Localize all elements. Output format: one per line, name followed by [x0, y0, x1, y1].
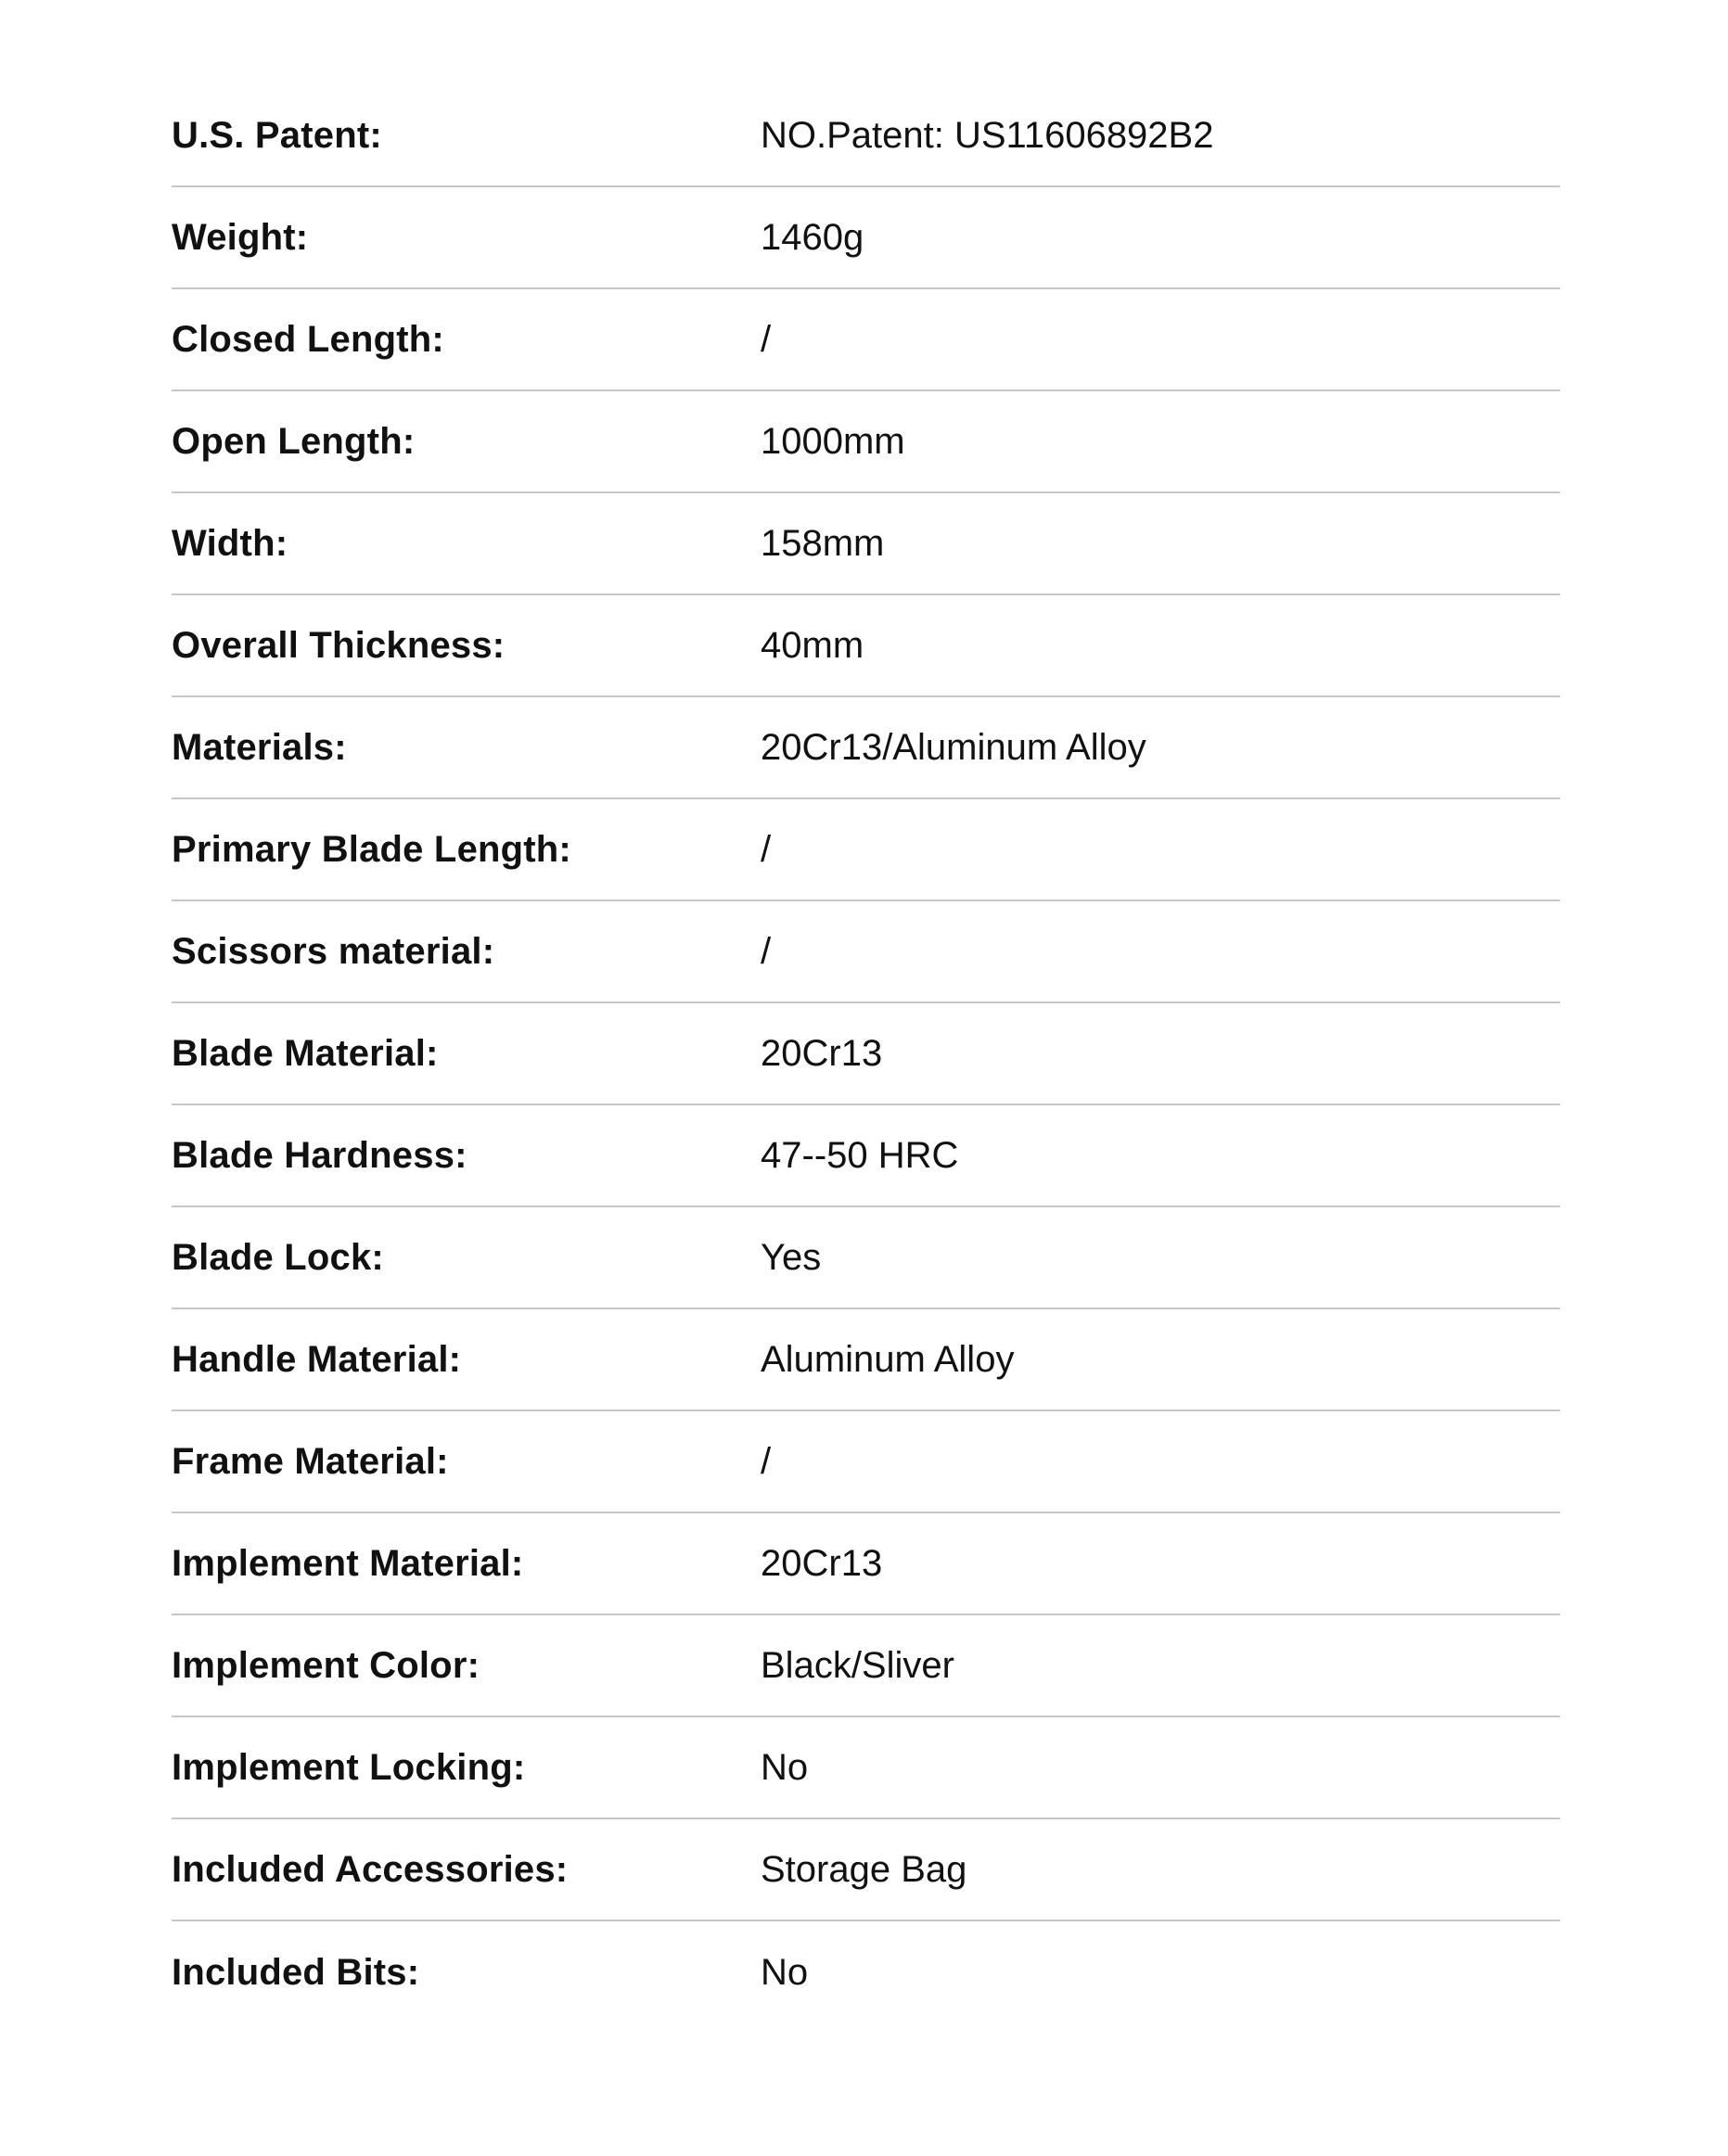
spec-label: Weight: — [172, 216, 309, 258]
spec-label: Closed Length: — [172, 318, 444, 360]
spec-row-width — [172, 493, 1560, 595]
spec-row-scissors-material — [172, 901, 1560, 1003]
spec-row-included-accessories — [172, 1819, 1560, 1921]
spec-table — [172, 85, 1560, 2023]
spec-value: 1000mm — [761, 420, 905, 462]
spec-label: Width: — [172, 522, 288, 564]
spec-label: U.S. Patent: — [172, 114, 382, 156]
spec-value: NO.Patent: US11606892B2 — [761, 114, 1214, 156]
spec-value: 1460g — [761, 216, 864, 258]
spec-value: 20Cr13 — [761, 1542, 883, 1584]
spec-row-implement-color — [172, 1615, 1560, 1717]
spec-value: / — [761, 828, 772, 870]
spec-value: 20Cr13 — [761, 1032, 883, 1074]
spec-value: Black/Sliver — [761, 1644, 954, 1686]
spec-label: Blade Hardness: — [172, 1134, 467, 1176]
spec-label: Scissors material: — [172, 930, 495, 972]
spec-label: Handle Material: — [172, 1338, 462, 1380]
spec-row-closed-length — [172, 289, 1560, 391]
spec-label: Overall Thickness: — [172, 624, 506, 666]
spec-row-implement-locking — [172, 1717, 1560, 1819]
spec-value: 158mm — [761, 522, 885, 564]
spec-label: Blade Lock: — [172, 1236, 384, 1278]
spec-label: Blade Material: — [172, 1032, 439, 1074]
spec-value: 40mm — [761, 624, 864, 666]
spec-row-blade-material — [172, 1003, 1560, 1105]
spec-row-blade-lock — [172, 1207, 1560, 1309]
spec-value: 20Cr13/Aluminum Alloy — [761, 726, 1146, 768]
spec-value: Storage Bag — [761, 1848, 967, 1890]
spec-row-implement-material — [172, 1513, 1560, 1615]
spec-value: No — [761, 1746, 809, 1788]
spec-label: Primary Blade Length: — [172, 828, 571, 870]
spec-value: 47--50 HRC — [761, 1134, 959, 1176]
spec-row-weight — [172, 187, 1560, 289]
spec-value: Aluminum Alloy — [761, 1338, 1015, 1380]
spec-row-frame-material — [172, 1411, 1560, 1513]
spec-label: Materials: — [172, 726, 347, 768]
spec-row-blade-hardness — [172, 1105, 1560, 1207]
spec-value: / — [761, 1440, 772, 1482]
spec-row-open-length — [172, 391, 1560, 493]
spec-label: Included Accessories: — [172, 1848, 569, 1890]
spec-label: Implement Material: — [172, 1542, 524, 1584]
spec-value: / — [761, 318, 772, 360]
spec-value: No — [761, 1951, 809, 1993]
spec-label: Implement Color: — [172, 1644, 480, 1686]
spec-value: Yes — [761, 1236, 822, 1278]
spec-row-overall-thickness — [172, 595, 1560, 697]
spec-label: Open Length: — [172, 420, 416, 462]
spec-label: Frame Material: — [172, 1440, 449, 1482]
spec-row-handle-material — [172, 1309, 1560, 1411]
spec-row-primary-blade-length — [172, 799, 1560, 901]
spec-row-us-patent — [172, 85, 1560, 187]
spec-row-materials — [172, 697, 1560, 799]
spec-value: / — [761, 930, 772, 972]
spec-label: Included Bits: — [172, 1951, 420, 1993]
spec-row-included-bits — [172, 1921, 1560, 2023]
spec-label: Implement Locking: — [172, 1746, 526, 1788]
